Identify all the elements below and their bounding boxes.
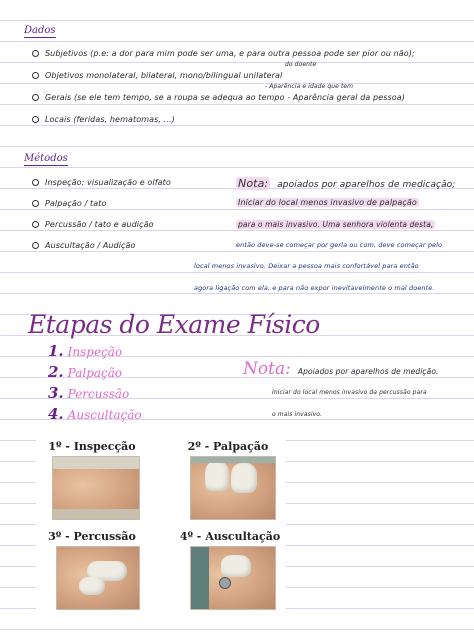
metodos-item-auscultacao: Auscultação / Audição [32,241,136,250]
photo-inspeccao [52,456,140,520]
metodos-nota-line-5: agora ligação com ela, e para não expor inevitavelmente o mal doente. [194,284,435,292]
metodos-nota-line-3: então deve-se começar por gerla ou com, deve começar pelo [236,241,443,249]
metodos-nota-line-0: Nota: apoiados por aparelhos de medicação; [238,177,456,190]
metodos-nota-line-2: para o mais invasivo. Uma senhora violenta desta, [238,220,434,229]
exam-photos-panel [36,436,286,612]
etapas-title: Etapas do Exame Físico [28,310,320,339]
bullet-icon [32,221,39,228]
etapas-nota [243,359,439,379]
dados-heading: Dados [24,25,56,36]
dados-gerais-note: - Aparência e idade que tem [265,83,354,90]
bullet-icon [32,200,39,207]
photo-caption-auscultacao: 4º - Auscultação [179,530,281,543]
dados-item-objetivos: Objetivos monolateral, bilateral, mono/bilingual unilateral [32,71,282,80]
dados-subjetivos-note: do doente [285,61,317,68]
metodos-nota-line-1: Iniciar do local menos invasivo de palpação [238,198,417,207]
metodos-item-percussao: Percussão / tato e audição [32,220,154,229]
photo-percussao [56,546,140,610]
etapas-nota-line-0: Apoiados por aparelhos de medição. [297,367,439,376]
etapa-step-4: 4. Auscultação [48,405,142,423]
metodos-item-inspecao: Inspeção: visualização e olfato [32,178,171,187]
bullet-icon [32,116,39,123]
etapas-nota-line-2: o mais invasivo. [272,411,323,418]
photo-auscultacao [190,546,276,610]
photo-palpacao [190,456,276,520]
bullet-icon [32,94,39,101]
bullet-icon [32,72,39,79]
photo-caption-percussao: 3º - Percussão [48,530,136,543]
bullet-icon [32,242,39,249]
dados-item-locais: Locais (feridas, hematomas, ...) [32,115,175,124]
etapa-step-3: 3. Percussão [48,384,130,402]
photo-caption-palpacao: 2º - Palpação [187,440,269,453]
photo-caption-inspeccao: 1º - Inspecção [48,440,136,453]
metodos-nota-line-4: local menos invasivo. Deixar a pessoa mais confortável para então [194,262,419,270]
bullet-icon [32,50,39,57]
etapa-step-1: 1. Inspeção [48,342,123,360]
metodos-nota-label: Nota: [238,177,269,190]
etapa-step-2: 2. Palpação [48,363,123,381]
bullet-icon [32,179,39,186]
dados-item-subjetivos: Subjetivos (p.e: a dor para mim pode ser uma, e para outra pessoa pode ser pior ou não); [32,49,415,58]
metodos-item-palpacao: Palpação / tato [32,199,106,208]
dados-item-gerais: Gerais (se ele tem tempo, se a roupa se adequa ao tempo - Aparência geral da pessoa) [32,93,405,102]
metodos-heading: Métodos [24,153,68,164]
etapas-nota-line-1: Iniciar do local menos invasivo da percussão para [272,389,427,396]
etapas-nota-label: Nota: [243,359,291,379]
